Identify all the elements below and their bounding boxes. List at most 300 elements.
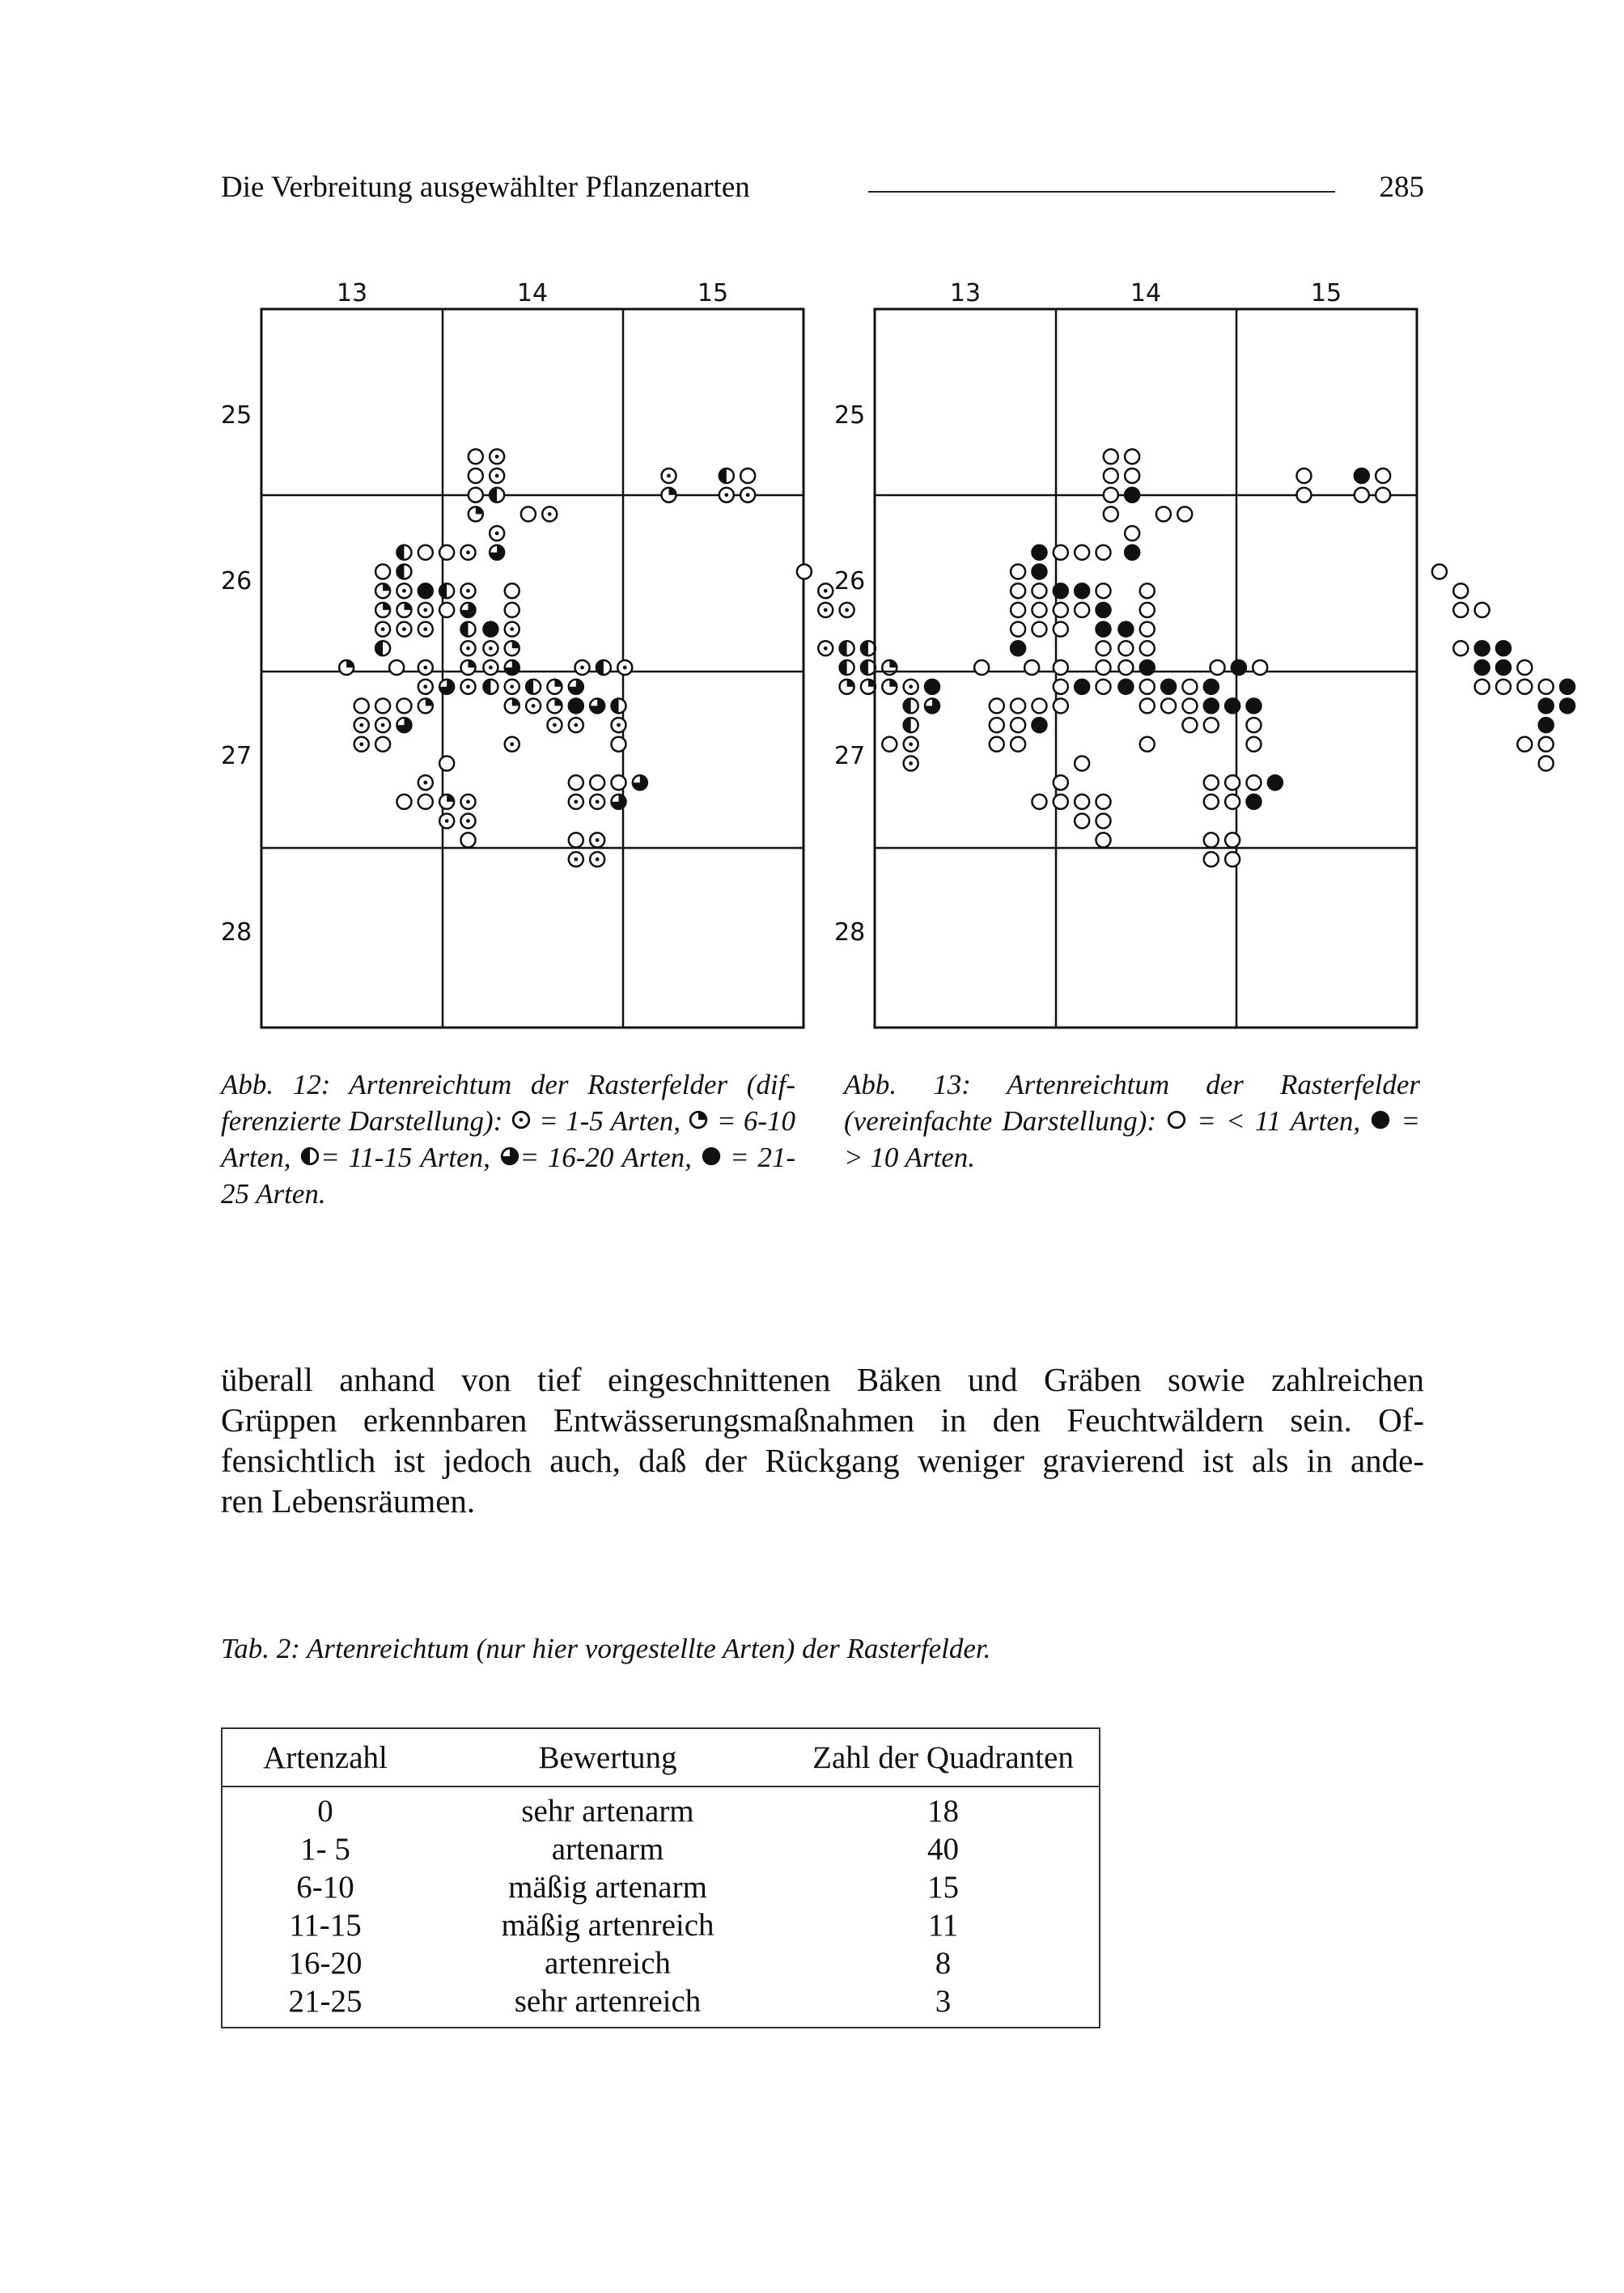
occurrence-symbol <box>396 622 411 637</box>
occurrence-symbol <box>1011 565 1025 579</box>
occurrence-symbol <box>1104 488 1118 502</box>
occurrence-symbol <box>505 660 519 675</box>
occurrence-symbol <box>418 545 433 560</box>
occurrence-symbol <box>1453 583 1468 598</box>
legend-symbol-half-circle <box>299 1146 320 1167</box>
occurrence-symbol <box>1177 506 1192 521</box>
occurrence-symbol <box>1140 698 1155 713</box>
occurrence-symbol <box>469 506 483 521</box>
occurrence-symbol <box>418 680 433 694</box>
occurrence-symbol <box>418 698 433 713</box>
occurrence-symbol <box>439 680 454 694</box>
occurrence-symbol <box>1032 795 1046 809</box>
occurrence-symbol <box>418 795 433 809</box>
table-cell: mäßig artenreich <box>501 1908 714 1943</box>
occurrence-symbol <box>1118 680 1133 694</box>
legend-symbol-open-circle <box>1166 1109 1187 1130</box>
occurrence-symbol <box>375 737 390 752</box>
table-cell: 8 <box>935 1946 952 1981</box>
occurrence-symbol <box>1011 698 1025 713</box>
occurrence-symbol <box>596 660 611 675</box>
occurrence-symbol <box>1355 468 1369 483</box>
occurrence-symbol <box>569 698 583 713</box>
occurrence-symbol <box>1232 660 1246 675</box>
table-cell: sehr artenarm <box>521 1794 694 1829</box>
table-cell: sehr artenreich <box>514 1984 702 2019</box>
occurrence-symbol <box>354 698 369 713</box>
occurrence-symbol <box>1225 795 1240 809</box>
occurrence-symbol <box>461 814 476 829</box>
occurrence-symbol <box>569 775 583 790</box>
table-caption: Tab. 2: Artenreichtum (nur hier vorgestellte Arten) der Rasterfelder. <box>221 1633 991 1664</box>
occurrence-symbol <box>1096 603 1111 617</box>
occurrence-symbol <box>490 488 504 502</box>
occurrence-symbol <box>339 660 354 675</box>
occurrence-symbol <box>1297 488 1312 502</box>
occurrence-symbol <box>505 641 519 655</box>
occurrence-symbol <box>1075 583 1089 598</box>
occurrence-symbol <box>1268 775 1283 790</box>
occurrence-symbol <box>461 680 476 694</box>
occurrence-symbol <box>1140 660 1155 675</box>
legend-symbol-three-quarter-circle <box>499 1146 520 1167</box>
occurrence-symbol <box>375 583 390 598</box>
occurrence-symbol <box>1054 622 1068 637</box>
occurrence-symbol <box>461 603 476 617</box>
table-cell: artenarm <box>551 1832 664 1867</box>
occurrence-symbol <box>990 698 1004 713</box>
occurrence-symbol <box>526 698 541 713</box>
table-cell: 21-25 <box>288 1984 363 2019</box>
occurrence-symbol <box>1517 680 1532 694</box>
species-richness-table <box>221 1727 1100 2028</box>
occurrence-symbol <box>375 698 390 713</box>
table-header-artenzahl: Artenzahl <box>222 1728 428 1787</box>
occurrence-symbol <box>1225 852 1240 867</box>
row-label-28: 28 <box>221 918 252 947</box>
body-line: überall anhand von tief eingeschnittenen Bäken und Gräben sowie zahlreichen <box>221 1361 1424 1398</box>
occurrence-symbol <box>505 583 519 598</box>
occurrence-symbol <box>1096 795 1111 809</box>
caption-abb12 <box>221 1066 795 1212</box>
occurrence-symbol <box>1517 737 1532 752</box>
occurrence-symbol <box>1376 488 1390 502</box>
occurrence-symbol <box>1125 449 1139 464</box>
occurrence-symbol <box>1475 680 1490 694</box>
occurrence-symbol <box>1096 545 1111 560</box>
table-cell: 0 <box>317 1794 333 1829</box>
occurrence-symbol <box>1560 698 1575 713</box>
occurrence-symbol <box>1096 680 1111 694</box>
occurrence-symbol <box>740 468 755 483</box>
occurrence-symbol <box>1104 449 1118 464</box>
occurrence-symbol <box>1054 545 1068 560</box>
column-label-14: 14 <box>516 279 549 307</box>
table-row <box>222 1868 1100 1906</box>
occurrence-symbol <box>526 680 541 694</box>
occurrence-symbol <box>1032 698 1046 713</box>
occurrence-symbol <box>439 795 454 809</box>
occurrence-symbol <box>1075 680 1089 694</box>
legend-symbol-dot-circle <box>511 1109 532 1130</box>
occurrence-symbol <box>1075 603 1089 617</box>
occurrence-symbol <box>1011 737 1025 752</box>
column-label-15: 15 <box>697 279 729 307</box>
occurrence-symbol <box>1355 488 1369 502</box>
occurrence-symbol <box>396 795 411 809</box>
occurrence-symbols <box>974 449 1575 867</box>
occurrence-symbol <box>375 718 390 732</box>
occurrence-symbol <box>590 795 604 809</box>
caption-abb12-class3: = 11-15 Arten, <box>320 1142 499 1173</box>
occurrence-symbol <box>1453 641 1468 655</box>
row-label-26: 26 <box>834 567 866 596</box>
row-label-26: 26 <box>221 567 252 596</box>
occurrence-symbol <box>590 852 604 867</box>
occurrence-symbol <box>1118 622 1133 637</box>
occurrence-symbol <box>1204 833 1219 847</box>
occurrence-symbol <box>461 583 476 598</box>
table-cell: mäßig artenarm <box>508 1870 707 1905</box>
occurrence-symbol <box>1140 737 1155 752</box>
occurrence-symbol <box>1075 757 1089 771</box>
occurrence-symbol <box>797 565 812 579</box>
occurrence-symbol <box>1247 737 1261 752</box>
occurrence-symbol <box>569 718 583 732</box>
occurrence-symbol <box>1054 660 1068 675</box>
legend-symbol-filled-circle <box>1370 1109 1391 1130</box>
occurrence-symbol <box>1432 565 1447 579</box>
occurrence-symbol <box>1104 506 1118 521</box>
header-title: Die Verbreitung ausgewählter Pflanzenarten <box>221 171 750 204</box>
occurrence-symbol <box>1539 757 1554 771</box>
occurrence-symbol <box>1096 833 1111 847</box>
body-paragraph <box>221 1359 1424 1521</box>
occurrence-symbol <box>1161 680 1176 694</box>
occurrence-symbol <box>439 814 454 829</box>
table-header-row <box>222 1728 1100 1787</box>
occurrence-symbol <box>505 680 519 694</box>
occurrence-symbol <box>461 641 476 655</box>
table-cell: 11-15 <box>289 1908 362 1943</box>
table-cell: 15 <box>927 1870 959 1905</box>
occurrence-symbol <box>1225 775 1240 790</box>
occurrence-symbol <box>612 775 626 790</box>
occurrence-symbol <box>354 737 369 752</box>
occurrence-symbol <box>1011 603 1025 617</box>
occurrence-symbol <box>469 468 483 483</box>
occurrence-symbol <box>396 603 411 617</box>
occurrence-symbol <box>1204 718 1219 732</box>
occurrence-symbol <box>569 795 583 809</box>
occurrence-symbol <box>1096 622 1111 637</box>
occurrence-symbol <box>1011 718 1025 732</box>
legend-symbol-filled-circle <box>701 1146 722 1167</box>
occurrence-symbol <box>1140 680 1155 694</box>
caption-abb12-class4: = 16-20 Arten, <box>519 1142 701 1173</box>
occurrence-symbol <box>490 526 504 540</box>
occurrence-symbol <box>612 718 626 732</box>
occurrence-symbol <box>590 698 604 713</box>
occurrence-symbol <box>1140 622 1155 637</box>
occurrence-symbol <box>1539 737 1554 752</box>
occurrence-symbol <box>1054 583 1068 598</box>
table-cell: 11 <box>927 1908 959 1943</box>
body-line: Grüppen erkennbaren Entwässerungsmaßnahmen in den Feuchtwäldern sein. Of- <box>221 1401 1424 1439</box>
occurrence-symbol <box>1024 660 1039 675</box>
occurrence-symbol <box>439 583 454 598</box>
table-header-bewertung: Bewertung <box>428 1728 787 1787</box>
occurrence-symbol <box>1247 775 1261 790</box>
row-label-27: 27 <box>221 742 252 770</box>
occurrence-symbol <box>418 603 433 617</box>
occurrence-symbol <box>1054 680 1068 694</box>
occurrence-symbol <box>1032 565 1046 579</box>
occurrence-symbol <box>490 449 504 464</box>
occurrence-symbol <box>1140 603 1155 617</box>
occurrence-symbol <box>483 660 498 675</box>
occurrence-symbol <box>1125 468 1139 483</box>
occurrence-symbol <box>1496 641 1511 655</box>
occurrence-symbol <box>1496 680 1511 694</box>
row-label-25: 25 <box>221 401 252 430</box>
occurrence-symbol <box>396 698 411 713</box>
occurrence-symbol <box>1204 795 1219 809</box>
occurrence-symbol <box>1211 660 1225 675</box>
occurrence-symbol <box>1096 641 1111 655</box>
occurrence-symbol <box>1096 660 1111 675</box>
occurrence-symbol <box>354 718 369 732</box>
occurrence-symbol <box>1104 468 1118 483</box>
occurrence-symbol <box>569 852 583 867</box>
occurrence-symbol <box>1032 622 1046 637</box>
caption-abb13 <box>844 1066 1420 1176</box>
table-row <box>222 1787 1100 1830</box>
occurrence-symbol <box>418 775 433 790</box>
occurrence-symbol <box>505 622 519 637</box>
occurrence-symbol <box>990 718 1004 732</box>
occurrence-symbol <box>590 833 604 847</box>
occurrence-symbol <box>1475 603 1490 617</box>
occurrence-symbol <box>1204 775 1219 790</box>
occurrence-symbol <box>483 622 498 637</box>
occurrence-symbol <box>1204 698 1219 713</box>
occurrence-symbol <box>1125 545 1139 560</box>
occurrence-symbol <box>375 565 390 579</box>
occurrence-symbol <box>461 795 476 809</box>
occurrence-symbol <box>461 833 476 847</box>
occurrence-symbol <box>490 545 504 560</box>
occurrence-symbol <box>1182 680 1197 694</box>
occurrence-symbol <box>617 660 632 675</box>
table-cell: artenreich <box>545 1946 671 1981</box>
occurrence-symbol <box>575 660 590 675</box>
occurrence-symbol <box>547 698 562 713</box>
occurrence-symbol <box>505 698 519 713</box>
occurrence-symbol <box>396 565 411 579</box>
occurrence-symbol <box>569 680 583 694</box>
table-row <box>222 1944 1100 1982</box>
column-label-15: 15 <box>1310 279 1342 307</box>
occurrence-symbol <box>1118 641 1133 655</box>
occurrence-symbol <box>1247 698 1261 713</box>
table-cell: 6-10 <box>296 1870 354 1905</box>
table-header-quadranten: Zahl der Quadranten <box>787 1728 1100 1787</box>
occurrence-symbol <box>1517 660 1532 675</box>
occurrence-symbol <box>1156 506 1171 521</box>
occurrence-symbol <box>1253 660 1267 675</box>
occurrence-symbol <box>505 603 519 617</box>
occurrence-symbol <box>1096 583 1111 598</box>
occurrence-symbol <box>719 488 734 502</box>
occurrence-symbol <box>1247 795 1261 809</box>
occurrence-symbol <box>1204 852 1219 867</box>
header-rule <box>868 191 1335 193</box>
occurrence-symbol <box>662 488 676 502</box>
occurrence-symbol <box>1247 718 1261 732</box>
occurrence-symbol <box>1453 603 1468 617</box>
occurrence-symbol <box>375 622 390 637</box>
occurrence-symbol <box>1539 680 1554 694</box>
table-row <box>222 1830 1100 1868</box>
occurrence-symbol <box>1118 660 1133 675</box>
caption-abb13-class2: = > 10 Arten. <box>844 1105 1420 1173</box>
occurrence-symbol <box>396 545 411 560</box>
occurrence-symbol <box>469 488 483 502</box>
occurrence-symbol <box>375 641 390 655</box>
occurrence-symbol <box>1182 698 1197 713</box>
page-number: 285 <box>1379 171 1424 204</box>
occurrence-symbol <box>1125 488 1139 502</box>
occurrence-symbol <box>1032 603 1046 617</box>
occurrence-symbol <box>1225 833 1240 847</box>
occurrence-symbol <box>490 468 504 483</box>
occurrence-symbol <box>469 449 483 464</box>
occurrence-symbol <box>990 737 1004 752</box>
occurrence-symbol <box>418 622 433 637</box>
occurrence-symbol <box>1496 660 1511 675</box>
occurrence-symbol <box>1011 622 1025 637</box>
occurrence-symbol <box>521 506 536 521</box>
occurrence-symbol <box>612 698 626 713</box>
caption-abb13-class1: = < 11 Arten, <box>1187 1105 1371 1137</box>
occurrence-symbol <box>1054 698 1068 713</box>
column-label-14: 14 <box>1130 279 1162 307</box>
occurrence-symbol <box>1032 718 1046 732</box>
occurrence-symbol <box>375 603 390 617</box>
occurrence-symbol <box>461 622 476 637</box>
occurrence-symbol <box>1075 545 1089 560</box>
occurrence-symbol <box>396 718 411 732</box>
occurrence-symbol <box>505 737 519 752</box>
occurrence-symbol <box>1011 583 1025 598</box>
caption-abb13-lead: Abb. 13: Artenreichtum der Rasterfelder (vereinfachte Darstellung): <box>844 1069 1420 1137</box>
occurrence-symbol <box>1475 660 1490 675</box>
occurrence-symbol <box>612 795 626 809</box>
column-label-13: 13 <box>949 279 982 307</box>
running-header <box>221 170 1424 218</box>
occurrence-symbol <box>1539 718 1554 732</box>
occurrence-symbol <box>1011 641 1025 655</box>
legend-symbol-quarter-circle <box>688 1109 709 1130</box>
table-cell: 18 <box>927 1794 959 1829</box>
caption-abb12-class2: = 6-10 Arten, <box>221 1105 795 1173</box>
occurrence-symbol <box>719 468 734 483</box>
occurrence-symbol <box>633 775 647 790</box>
caption-abb12-lead: Abb. 12: Artenreichtum der Rasterfelder (dif-ferenzierte Darstellung): <box>221 1069 795 1137</box>
table-cell: 3 <box>935 1984 952 2019</box>
occurrence-symbol <box>1204 680 1219 694</box>
body-line: ren Lebensräumen. <box>221 1482 476 1519</box>
occurrence-symbol <box>1140 583 1155 598</box>
map-abb12 <box>206 267 821 1044</box>
occurrence-symbol <box>389 660 404 675</box>
occurrence-symbol <box>1182 718 1197 732</box>
table-row <box>222 1906 1100 1944</box>
occurrence-symbol <box>439 545 454 560</box>
occurrence-symbol <box>1297 468 1312 483</box>
map-abb13 <box>820 267 1435 1044</box>
row-label-27: 27 <box>834 742 866 770</box>
caption-abb12-class1: = 1-5 Arten, <box>531 1105 689 1137</box>
occurrence-symbol <box>1054 603 1068 617</box>
occurrence-symbol <box>662 468 676 483</box>
occurrence-symbol <box>418 660 433 675</box>
occurrence-symbol <box>1539 698 1554 713</box>
table-cell: 1- 5 <box>300 1832 350 1867</box>
occurrence-symbol <box>396 583 411 598</box>
table-cell: 40 <box>927 1832 959 1867</box>
occurrence-symbol <box>1054 795 1068 809</box>
occurrence-symbol <box>1054 775 1068 790</box>
occurrence-symbol <box>1225 698 1240 713</box>
occurrence-symbol <box>569 833 583 847</box>
occurrence-symbol <box>1096 814 1111 829</box>
occurrence-symbol <box>461 660 476 675</box>
occurrence-symbol <box>1560 680 1575 694</box>
occurrence-symbol <box>1125 526 1139 540</box>
occurrence-symbol <box>483 680 498 694</box>
occurrence-symbol <box>1376 468 1390 483</box>
caption-abb12-class5: = 21-25 Arten. <box>221 1142 795 1210</box>
occurrence-symbol <box>439 757 454 771</box>
occurrence-symbol <box>483 641 498 655</box>
occurrence-symbol <box>461 545 476 560</box>
row-label-28: 28 <box>834 918 866 947</box>
occurrence-symbol <box>974 660 989 675</box>
occurrence-symbol <box>1475 641 1490 655</box>
occurrence-symbol <box>418 583 433 598</box>
occurrence-symbol <box>1161 698 1176 713</box>
occurrence-symbol <box>590 775 604 790</box>
column-label-13: 13 <box>336 279 368 307</box>
occurrence-symbol <box>542 506 557 521</box>
occurrence-symbol <box>1032 545 1046 560</box>
occurrence-symbol <box>1032 583 1046 598</box>
occurrence-symbol <box>612 737 626 752</box>
table-cell: 16-20 <box>288 1946 363 1981</box>
table-row <box>222 1982 1100 2028</box>
occurrence-symbol <box>547 680 562 694</box>
occurrence-symbol <box>740 488 755 502</box>
body-line: fensichtlich ist jedoch auch, daß der Rückgang weniger gravierend ist als in ande- <box>221 1442 1424 1479</box>
occurrence-symbol <box>1075 814 1089 829</box>
occurrence-symbol <box>547 718 562 732</box>
occurrence-symbol <box>439 603 454 617</box>
occurrence-symbol <box>1075 795 1089 809</box>
row-label-25: 25 <box>834 401 866 430</box>
occurrence-symbol <box>1140 641 1155 655</box>
